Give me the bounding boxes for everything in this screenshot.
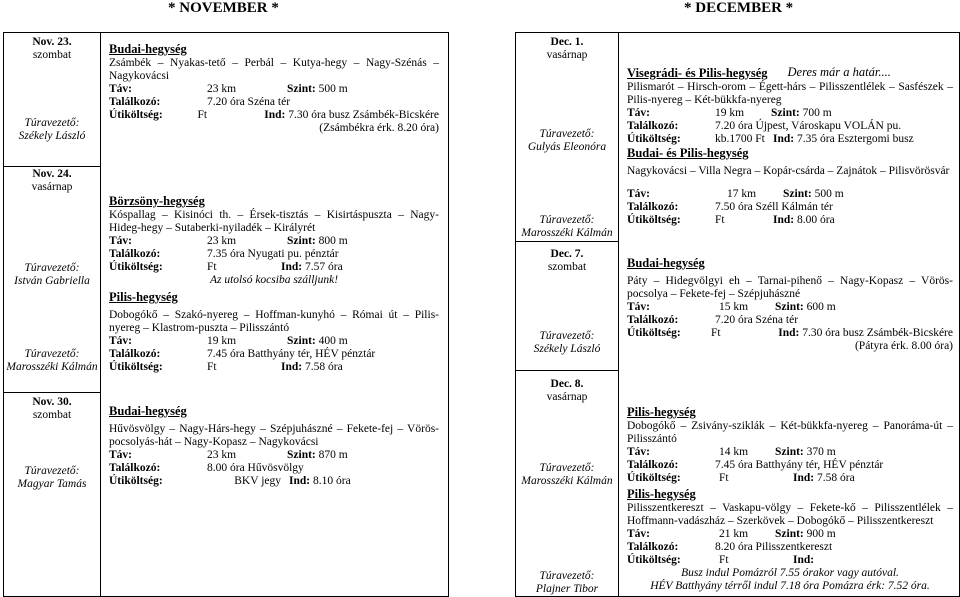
weekday-label: szombat xyxy=(32,409,72,421)
cost-value: Ft xyxy=(197,109,208,121)
meeting-label: Találkozó: xyxy=(627,120,679,132)
tour-title: Budai-hegység xyxy=(109,404,187,418)
leader-dec-8-b xyxy=(517,570,617,596)
cost-label: Útiköltség: xyxy=(627,133,681,145)
elevation-value: 500 m xyxy=(318,83,348,95)
tour-dec8-pilis-b xyxy=(627,487,953,593)
leader-name: Székely László xyxy=(533,343,601,355)
distance-label: Táv: xyxy=(627,107,650,119)
leader-name: Plajner Tibor xyxy=(535,583,599,595)
leader-label: Túravezető: xyxy=(24,465,80,477)
tour-dec1-budai-pilis xyxy=(627,146,953,227)
distance-value: 23 km xyxy=(207,235,237,247)
distance-label: Táv: xyxy=(109,235,132,247)
left-day-divider-1 xyxy=(3,166,101,167)
cost-label: Útiköltség: xyxy=(109,261,163,273)
date-label: Nov. 30. xyxy=(32,396,72,408)
cost-value: BKV jegy xyxy=(234,475,281,487)
tour-note-1: Busz indul Pomázról 7.55 órakor vagy autóval. xyxy=(681,567,899,579)
departure-label: Ind: xyxy=(281,361,303,373)
leader-nov-24-a xyxy=(5,262,99,288)
day-dec-8 xyxy=(517,378,617,404)
tour-title: Budai-hegység xyxy=(627,256,705,270)
leader-name: Marosszéki Kálmán xyxy=(521,475,613,487)
meeting-value: 7.50 óra Széll Kálmán tér xyxy=(715,201,833,213)
tour-dec8-pilis-a xyxy=(627,405,953,485)
elevation-label: Szint: xyxy=(287,335,316,347)
tour-nov24-pilis xyxy=(109,290,439,374)
departure-label: Ind: xyxy=(773,214,795,226)
meeting-value: 7.35 óra Nyugati pu. pénztár xyxy=(207,248,339,260)
leader-name: Gulyás Eleonóra xyxy=(527,141,607,153)
departure-value: 8.10 óra xyxy=(312,475,351,487)
meeting-label: Találkozó: xyxy=(109,462,161,474)
tour-title: Visegrádi- és Pilis-hegység xyxy=(627,66,768,80)
leader-name: Marosszéki Kálmán xyxy=(521,227,613,239)
departure-label: Ind: xyxy=(793,554,815,566)
leader-label: Túravezető: xyxy=(539,214,595,226)
cost-label: Útiköltség: xyxy=(109,475,163,487)
elevation-value: 700 m xyxy=(802,107,832,119)
date-label: Dec. 7. xyxy=(550,248,584,260)
distance-value: 17 km xyxy=(727,188,757,200)
leader-name: István Gabriella xyxy=(14,275,90,287)
meeting-label: Találkozó: xyxy=(627,314,679,326)
leader-label: Túravezető: xyxy=(24,262,80,274)
departure-label: Ind: xyxy=(793,472,815,484)
meeting-label: Találkozó: xyxy=(109,248,161,260)
cost-label: Útiköltség: xyxy=(627,327,681,339)
left-column-divider xyxy=(100,32,101,597)
departure-value: 7.58 óra xyxy=(816,472,855,484)
distance-value: 15 km xyxy=(719,301,749,313)
weekday-label: vasárnap xyxy=(546,49,588,61)
tour-route: Nagykovácsi – Villa Negra – Kopár-csárda – Zajnátok – Pilisvörösvár xyxy=(627,165,950,177)
arrival-note: (Pátyra érk. 8.00 óra) xyxy=(854,340,953,352)
distance-value: 23 km xyxy=(207,449,237,461)
cost-label: Útiköltség: xyxy=(109,109,163,121)
tour-title: Budai-hegység xyxy=(109,42,187,56)
leader-label: Túravezető: xyxy=(539,570,595,582)
cost-label: Útiköltség: xyxy=(627,554,681,566)
tour-nov24-borzsony xyxy=(109,194,439,287)
leader-nov-23 xyxy=(5,117,99,143)
departure-label: Ind: xyxy=(264,109,286,121)
meeting-value: 7.20 óra Széna tér xyxy=(207,96,291,108)
leader-label: Túravezető: xyxy=(539,462,595,474)
departure-label: Ind: xyxy=(281,261,303,273)
day-dec-7 xyxy=(517,248,617,274)
day-nov-24 xyxy=(5,168,99,194)
tour-title: Pilis-hegység xyxy=(627,405,696,419)
leader-label: Túravezető: xyxy=(539,128,595,140)
meeting-value: 7.20 óra Újpest, Városkapu VOLÁN pu. xyxy=(715,120,902,132)
distance-value: 14 km xyxy=(719,446,749,458)
november-header: * NOVEMBER * xyxy=(168,0,279,16)
right-day-divider-2 xyxy=(515,370,619,371)
meeting-value: 7.45 óra Batthyány tér, HÉV pénztár xyxy=(207,348,376,360)
cost-value: kb.1700 Ft xyxy=(715,133,765,145)
tour-note: Az utolsó kocsiba szálljunk! xyxy=(209,274,339,286)
tour-title: Pilis-hegység xyxy=(109,290,178,304)
elevation-value: 900 m xyxy=(806,528,836,540)
tour-nov30-budai xyxy=(109,404,439,488)
meeting-label: Találkozó: xyxy=(627,541,679,553)
elevation-label: Szint: xyxy=(775,528,804,540)
tour-route: Pilismarót – Hirsch-orom – Égett-hárs – Pilisszentlélek – Sasfészek – Pilis-nyereg – Két-bükkfa-nyereg xyxy=(627,81,953,106)
tour-route: Pilisszentkereszt – Vaskapu-völgy – Fekete-kő – Pilisszentlélek – Hoffmann-vadászház – Szerkövek – Dobogókő – Pilisszentkereszt xyxy=(627,502,953,527)
tour-title: Börzsöny-hegység xyxy=(109,194,205,208)
leader-label: Túravezető: xyxy=(24,117,80,129)
cost-value: Ft xyxy=(719,554,729,566)
elevation-value: 600 m xyxy=(806,301,836,313)
elevation-label: Szint: xyxy=(783,188,812,200)
right-column-divider xyxy=(618,32,619,597)
date-label: Nov. 23. xyxy=(32,36,72,48)
tour-route: Dobogókő – Zsivány-sziklák – Két-bükkfa-nyereg – Panoráma-út – Pilisszántó xyxy=(627,420,953,445)
cost-label: Útiköltség: xyxy=(627,214,681,226)
leader-name: Székely László xyxy=(18,130,86,142)
day-nov-23 xyxy=(5,36,99,62)
leader-name: Marosszéki Kálmán xyxy=(6,361,98,373)
elevation-label: Szint: xyxy=(287,235,316,247)
cost-value: Ft xyxy=(715,214,725,226)
tour-route: Hűvösvölgy – Nagy-Hárs-hegy – Szépjuhászné – Fekete-fej – Vörös-pocsolyás-hát – Nagy-Kopasz – Nagykovácsi xyxy=(109,423,439,448)
distance-label: Táv: xyxy=(109,335,132,347)
cost-value: Ft xyxy=(719,472,729,484)
meeting-value: 7.20 óra Széna tér xyxy=(715,314,799,326)
date-label: Nov. 24. xyxy=(32,168,72,180)
departure-label: Ind: xyxy=(773,133,795,145)
tour-note-2: HÉV Batthyány térről indul 7.18 óra Pomázra érk: 7.52 óra. xyxy=(650,580,930,592)
meeting-label: Találkozó: xyxy=(109,96,161,108)
elevation-value: 870 m xyxy=(318,449,348,461)
tour-dec1-visegradi xyxy=(627,66,953,146)
distance-label: Táv: xyxy=(627,188,650,200)
weekday-label: szombat xyxy=(547,261,587,273)
distance-value: 23 km xyxy=(207,83,237,95)
departure-value: 7.35 óra Esztergomi busz xyxy=(796,133,914,145)
right-day-divider-1 xyxy=(515,241,619,242)
meeting-label: Találkozó: xyxy=(627,459,679,471)
tour-route: Dobogókő – Szakó-nyereg – Hoffman-kunyhó – Római út – Pilis-nyereg – Klastrom-puszta – Pilisszántó xyxy=(109,309,439,334)
meeting-value: 7.45 óra Batthyány tér, HÉV pénztár xyxy=(715,459,884,471)
cost-label: Útiköltség: xyxy=(627,472,681,484)
day-dec-1 xyxy=(517,36,617,62)
elevation-value: 500 m xyxy=(814,188,844,200)
tour-route: Páty – Hidegvölgyi eh – Tarnai-pihenő – Nagy-Kopasz – Vörös-pocsolya – Fekete-fej – Szépjuhászné xyxy=(627,275,953,300)
date-label: Dec. 8. xyxy=(550,378,584,390)
elevation-label: Szint: xyxy=(771,107,800,119)
cost-label: Útiköltség: xyxy=(109,361,163,373)
departure-value: 7.58 óra xyxy=(304,361,343,373)
leader-nov-24-b xyxy=(5,348,99,374)
elevation-label: Szint: xyxy=(287,449,316,461)
distance-value: 21 km xyxy=(719,528,749,540)
leader-dec-1-b xyxy=(517,214,617,240)
leader-dec-1-a xyxy=(517,128,617,154)
meeting-value: 8.00 óra Hűvösvölgy xyxy=(207,462,304,474)
elevation-label: Szint: xyxy=(775,301,804,313)
tour-title: Budai- és Pilis-hegység xyxy=(627,146,749,160)
arrival-note: (Zsámbékra érk. 8.20 óra) xyxy=(319,122,439,134)
december-header: * DECEMBER * xyxy=(684,0,794,16)
distance-label: Táv: xyxy=(627,528,650,540)
meeting-value: 8.20 óra Pilisszentkereszt xyxy=(715,541,833,553)
weekday-label: vasárnap xyxy=(31,181,73,193)
elevation-value: 800 m xyxy=(318,235,348,247)
departure-value: 8.00 óra xyxy=(796,214,835,226)
elevation-label: Szint: xyxy=(287,83,316,95)
day-nov-30 xyxy=(5,396,99,422)
leader-name: Magyar Tamás xyxy=(17,478,87,490)
cost-value: Ft xyxy=(711,327,721,339)
tour-route: Zsámbék – Nyakas-tető – Perbál – Kutya-hegy – Nagy-Szénás – Nagykovácsi xyxy=(109,57,439,82)
date-label: Dec. 1. xyxy=(550,36,584,48)
distance-label: Táv: xyxy=(109,83,132,95)
weekday-label: vasárnap xyxy=(546,391,588,403)
distance-label: Táv: xyxy=(627,301,650,313)
leader-dec-8-a xyxy=(517,462,617,488)
leader-label: Túravezető: xyxy=(539,330,595,342)
tour-dec7-budai xyxy=(627,256,953,353)
leader-dec-7 xyxy=(517,330,617,356)
meeting-label: Találkozó: xyxy=(109,348,161,360)
departure-label: Ind: xyxy=(289,475,311,487)
tour-subtitle: Deres már a határ.... xyxy=(787,65,891,79)
cost-value: Ft xyxy=(207,261,217,273)
elevation-value: 370 m xyxy=(806,446,836,458)
tour-title: Pilis-hegység xyxy=(627,487,696,501)
departure-value: 7.30 óra busz Zsámbék-Bicskére xyxy=(802,327,953,339)
elevation-value: 400 m xyxy=(318,335,348,347)
departure-value: 7.57 óra xyxy=(304,261,343,273)
distance-value: 19 km xyxy=(715,107,745,119)
elevation-label: Szint: xyxy=(775,446,804,458)
tour-nov23-budai xyxy=(109,42,439,135)
leader-label: Túravezető: xyxy=(24,348,80,360)
tour-route: Kóspallag – Kisinóci th. – Érsek-tisztás – Kisirtáspuszta – Nagy-Hideg-hegy – Sutaberki-nyiladék – Királyrét xyxy=(109,209,439,234)
cost-value: Ft xyxy=(207,361,217,373)
departure-value: 7.30 óra busz Zsámbék-Bicskére xyxy=(288,109,439,121)
left-day-divider-2 xyxy=(3,392,101,393)
meeting-label: Találkozó: xyxy=(627,201,679,213)
weekday-label: szombat xyxy=(32,49,72,61)
distance-value: 19 km xyxy=(207,335,237,347)
departure-label: Ind: xyxy=(778,327,800,339)
distance-label: Táv: xyxy=(627,446,650,458)
distance-label: Táv: xyxy=(109,449,132,461)
leader-nov-30 xyxy=(5,465,99,491)
